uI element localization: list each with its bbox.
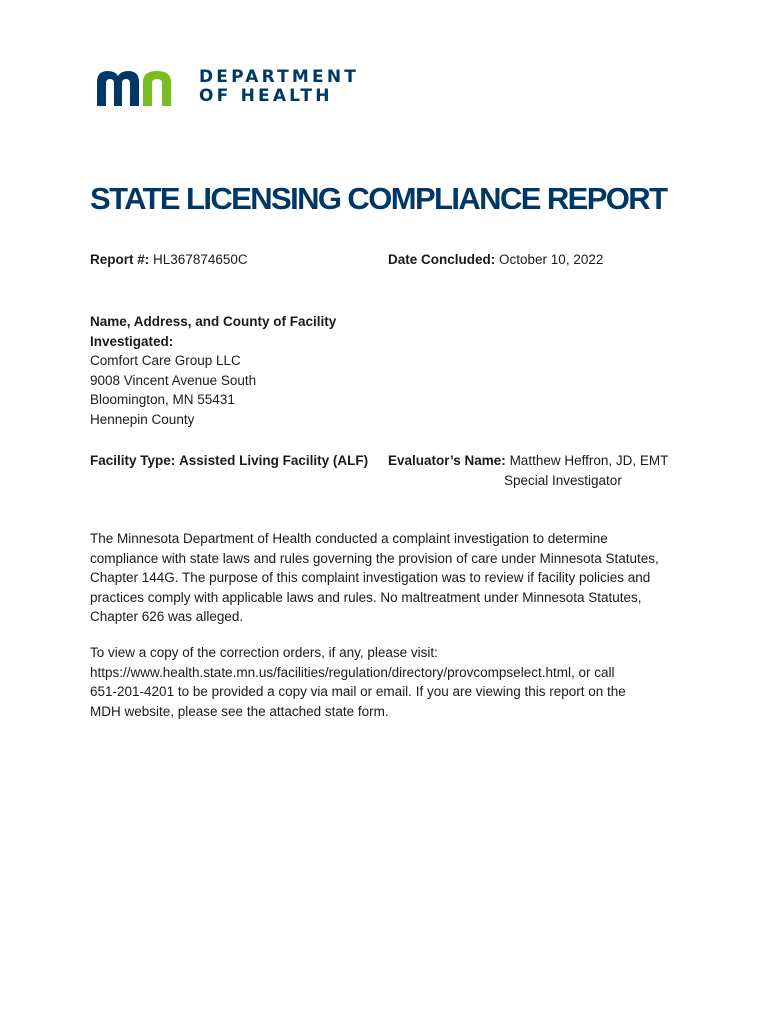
correction-orders-paragraph: [90, 643, 690, 721]
facility-address-line-1: 9008 Vincent Avenue South: [90, 372, 257, 388]
evaluator-label: Evaluator’s Name:: [388, 453, 506, 468]
evaluator: [388, 451, 668, 490]
paragraph-line: practices comply with applicable laws and rules. No maltreatment under Minnesota Statutes,: [90, 589, 642, 605]
evaluator-name: Matthew Heffron, JD, EMT: [509, 453, 669, 468]
facility-address-line-2: Bloomington, MN 55431: [90, 392, 235, 407]
report-number: [90, 250, 248, 270]
facility-name: Comfort Care Group LLC: [90, 353, 241, 368]
paragraph-line: Chapter 626 was alleged.: [90, 609, 244, 624]
paragraph-line: The Minnesota Department of Health conducted a complaint investigation to determine: [90, 531, 608, 546]
evaluator-title: Special Investigator: [504, 472, 622, 488]
paragraph-line: compliance with state laws and rules governing the provision of care under Minnesota Statutes,: [90, 550, 659, 566]
paragraph-line: To view a copy of the correction orders, if any, please visit:: [90, 645, 438, 660]
facility-type-value: Assisted Living Facility (ALF): [179, 453, 369, 468]
date-concluded-value: October 10, 2022: [499, 252, 604, 267]
date-concluded: [388, 250, 603, 270]
facility-type-label: Facility Type:: [90, 453, 176, 468]
paragraph-line: https://www.health.state.mn.us/facilities/regulation/directory/provcompselect.html, or call: [90, 664, 615, 680]
date-concluded-label: Date Concluded:: [388, 252, 496, 267]
paragraph-line: Chapter 144G. The purpose of this complaint investigation was to review if facility policies and: [90, 570, 651, 585]
mdh-logo: [93, 66, 359, 108]
mn-logo-icon: [93, 66, 185, 108]
paragraph-line: 651-201-4201 to be provided a copy via mail or email. If you are viewing this report on the: [90, 684, 626, 699]
report-number-label: Report #:: [90, 252, 150, 267]
paragraph-line: MDH website, please see the attached state form.: [90, 703, 389, 719]
facility-header-line-2: Investigated:: [90, 333, 174, 349]
page-title: STATE LICENSING COMPLIANCE REPORT: [90, 181, 667, 216]
logo-line-2: OF HEALTH: [199, 86, 333, 106]
facility-type: [90, 451, 368, 471]
facility-info: [90, 312, 336, 429]
summary-paragraph: [90, 529, 690, 627]
facility-header-line-1: Name, Address, and County of Facility: [90, 314, 337, 329]
logo-line-1: DEPARTMENT: [199, 67, 360, 87]
facility-county: Hennepin County: [90, 411, 195, 427]
report-number-value: HL367874650C: [153, 252, 248, 267]
